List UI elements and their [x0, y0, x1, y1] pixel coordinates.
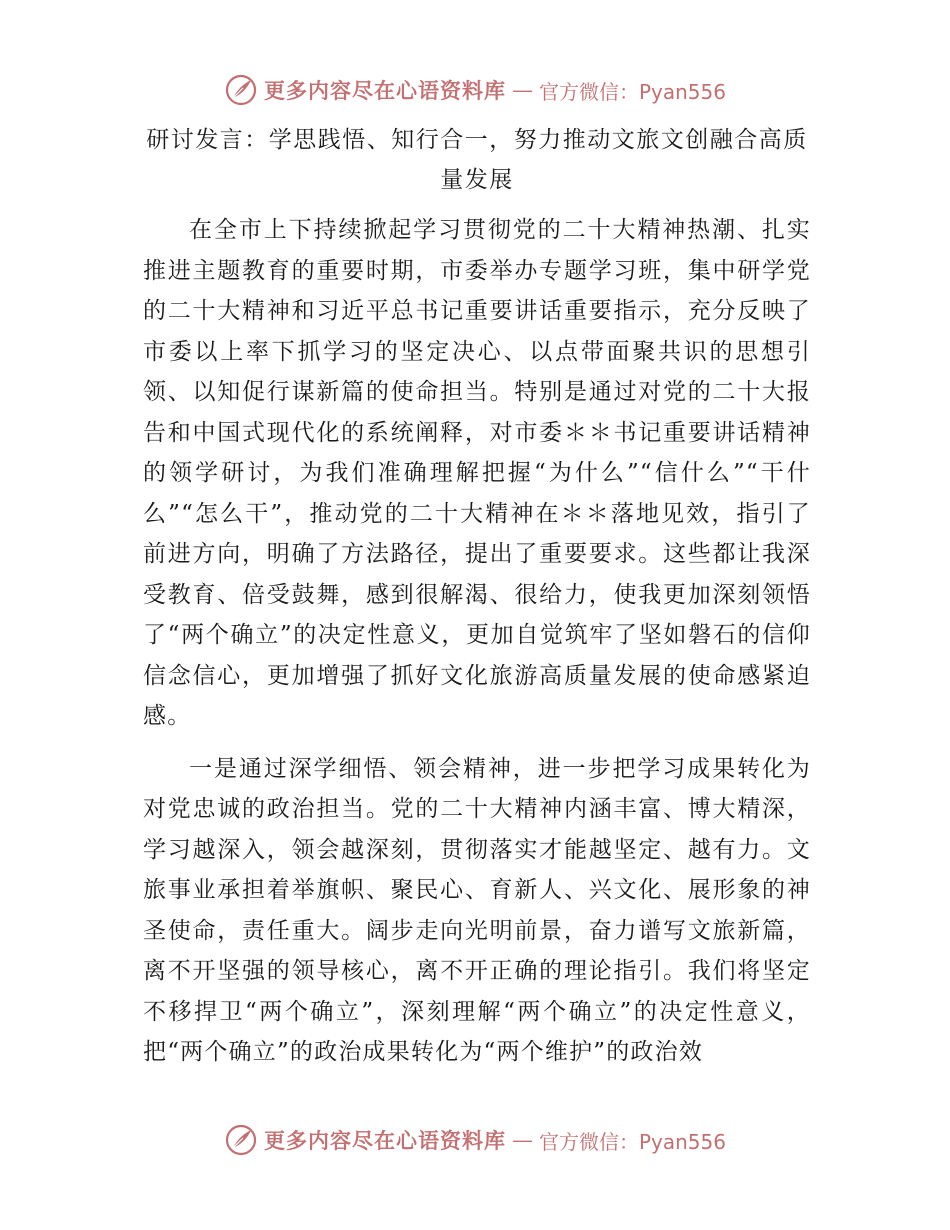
footer-dash: —	[511, 1128, 533, 1152]
feather-pen-logo-icon	[224, 73, 258, 107]
footer-watermark-banner	[0, 1120, 950, 1160]
document-body	[143, 120, 811, 1073]
paragraph-1: 在全市上下持续掀起学习贯彻党的二十大精神热潮、扎实推进主题教育的重要时期，市委举办专题学习班，集中研学党的二十大精神和习近平总书记重要讲话重要指示，充分反映了市委以上率下抓学习的坚定决心、以点带面聚共识的思想引领、以知促行谋新篇的使命担当。特别是通过对党的二十大报告和中国式现代化的系统阐释，对市委＊＊书记重要讲话精神的领学研讨，为我们准确理解把握“为什么”“信什么”“干什么”“怎么干”，推动党的二十大精神在＊＊落地见效，指引了前进方向，明确了方法路径，提出了重要要求。这些都让我深受教育、倍受鼓舞，感到很解渴、很给力，使我更加深刻领悟了“两个确立”的决定性意义，更加自觉筑牢了坚如磐石的信仰信念信心，更加增强了抓好文化旅游高质量发展的使命感紧迫感。	[143, 217, 811, 729]
footer-brand-text: 更多内容尽在心语资料库	[263, 1128, 506, 1153]
header-dash: —	[511, 78, 533, 102]
paragraph-2: 一是通过深学细悟、领会精神，进一步把学习成果转化为对党忠诚的政治担当。党的二十大精神内涵丰富、博大精深，学习越深入，领会越深刻，贯彻落实才能越坚定、越有力。文旅事业承担着举旗帜、聚民心、育新人、兴文化、展形象的神圣使命，责任重大。阔步走向光明前景，奋力谱写文旅新篇，离不开坚强的领导核心，离不开正确的理论指引。我们将坚定不移捍卫“两个确立”，深刻理解“两个确立”的决定性意义，把“两个确立”的政治成果转化为“两个维护”的政治效	[143, 755, 811, 1065]
document-title: 研讨发言：学思践悟、知行合一，努力推动文旅文创融合高质量发展	[146, 127, 808, 193]
header-watermark-banner	[0, 70, 950, 110]
feather-pen-logo-icon	[224, 1123, 258, 1157]
header-wechat-text: 官方微信：Pyan556	[538, 79, 726, 104]
header-brand-text: 更多内容尽在心语资料库	[263, 78, 506, 103]
footer-wechat-text: 官方微信：Pyan556	[538, 1129, 726, 1154]
